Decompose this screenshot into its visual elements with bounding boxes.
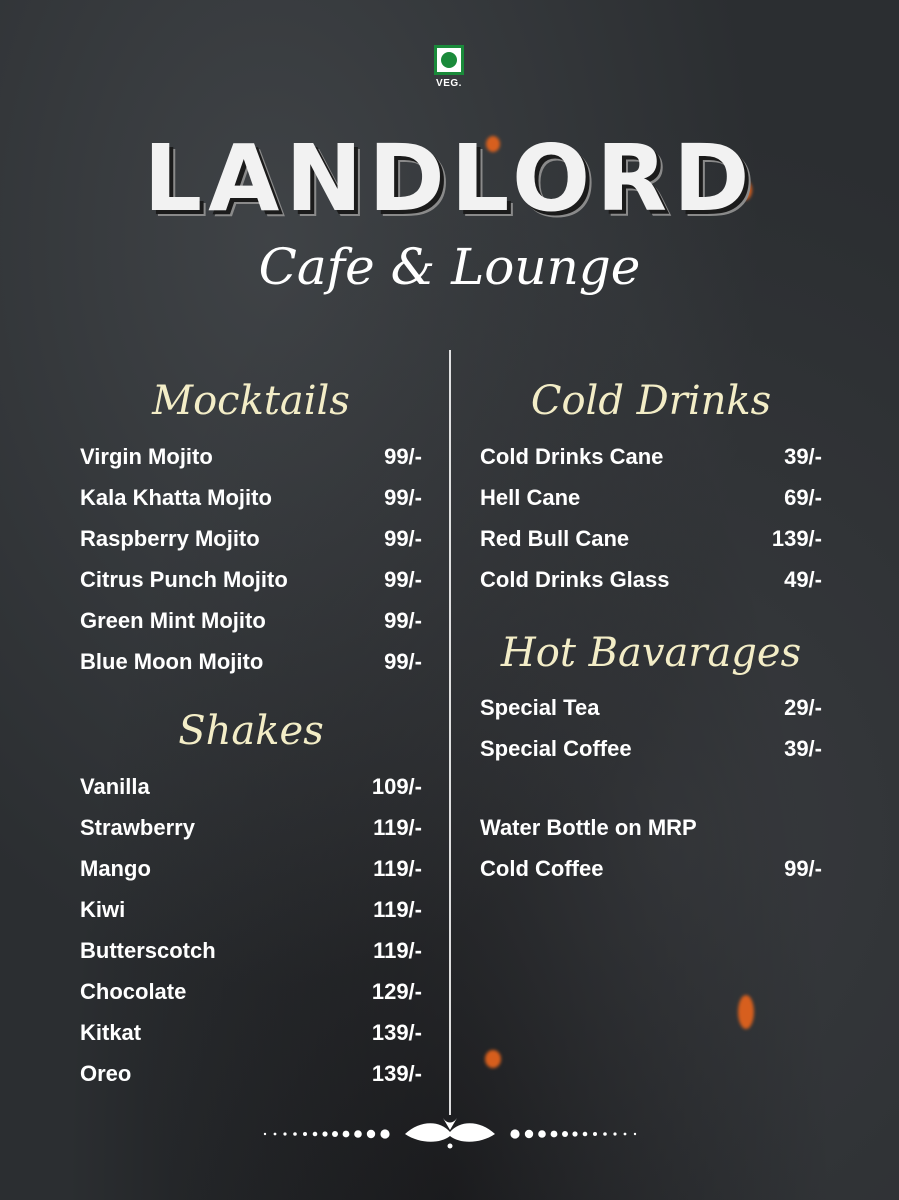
item-name: Hell Cane <box>480 485 581 510</box>
item-name: Green Mint Mojito <box>80 608 266 633</box>
menu-item <box>480 442 822 472</box>
item-price: 139/- <box>371 1020 422 1045</box>
item-price: 49/- <box>784 567 822 592</box>
item-name: Chocolate <box>80 979 187 1004</box>
item-name: Blue Moon Mojito <box>80 649 264 674</box>
item-price: 119/- <box>373 815 422 840</box>
ornament-flourish <box>255 1112 645 1152</box>
item-price: 99/- <box>384 485 422 510</box>
item-price: 29/- <box>784 695 822 720</box>
menu-item <box>80 524 422 554</box>
menu-item <box>480 854 822 884</box>
item-name: Special Tea <box>480 695 600 720</box>
section-title-hot-beverages: Hot Bavarages <box>500 630 802 676</box>
item-price: 109/- <box>371 774 422 799</box>
ember-glow <box>485 1050 501 1068</box>
item-price: 99/- <box>384 649 422 674</box>
menu-item <box>480 483 822 513</box>
menu-item <box>480 813 822 843</box>
item-name: Red Bull Cane <box>480 526 630 551</box>
item-name: Raspberry Mojito <box>80 526 260 551</box>
veg-icon <box>434 45 464 75</box>
menu-item <box>80 936 422 966</box>
item-name: Cold Coffee <box>480 856 604 881</box>
item-name: Water Bottle on MRP <box>480 815 697 840</box>
section-title-cold-drinks: Cold Drinks <box>530 378 772 424</box>
section-title-mocktails: Mocktails <box>152 378 350 424</box>
item-name: Strawberry <box>80 815 195 840</box>
menu-item <box>80 1059 422 1089</box>
item-name: Citrus Punch Mojito <box>80 567 288 592</box>
item-price: 119/- <box>373 938 422 963</box>
item-name: Kitkat <box>80 1020 142 1045</box>
menu-item <box>80 813 422 843</box>
item-name: Virgin Mojito <box>80 444 213 469</box>
menu-item <box>80 483 422 513</box>
item-name: Special Coffee <box>480 736 632 761</box>
menu-item <box>480 693 822 723</box>
item-price: 39/- <box>784 736 822 761</box>
item-price: 139/- <box>371 1061 422 1086</box>
menu-item <box>80 772 422 802</box>
item-price: 139/- <box>771 526 822 551</box>
item-price: 129/- <box>371 979 422 1004</box>
menu-item <box>480 565 822 595</box>
item-name: Butterscotch <box>80 938 216 963</box>
menu-item <box>80 977 422 1007</box>
item-price: 69/- <box>784 485 822 510</box>
menu-item <box>80 895 422 925</box>
item-price: 119/- <box>373 897 422 922</box>
veg-label: VEG. <box>436 78 462 89</box>
item-price: 39/- <box>784 444 822 469</box>
section-title-shakes: Shakes <box>178 708 324 754</box>
menu-item <box>80 647 422 677</box>
item-name: Cold Drinks Glass <box>480 567 670 592</box>
brand-subtitle: Cafe & Lounge <box>258 238 641 296</box>
item-price: 99/- <box>384 526 422 551</box>
veg-badge <box>430 45 468 89</box>
column-divider <box>449 350 451 1115</box>
item-price: 99/- <box>384 608 422 633</box>
menu-item <box>480 734 822 764</box>
menu-item <box>80 854 422 884</box>
menu-item <box>80 565 422 595</box>
menu-item <box>80 1018 422 1048</box>
item-price: 99/- <box>384 567 422 592</box>
item-price: 99/- <box>384 444 422 469</box>
item-name: Cold Drinks Cane <box>480 444 664 469</box>
brand-title: LANDLORD <box>143 125 756 232</box>
item-name: Mango <box>80 856 151 881</box>
menu-item <box>80 606 422 636</box>
item-price: 99/- <box>784 856 822 881</box>
item-name: Vanilla <box>80 774 150 799</box>
item-name: Kiwi <box>80 897 126 922</box>
item-price: 119/- <box>373 856 422 881</box>
ember-glow <box>738 995 754 1029</box>
menu-item <box>480 524 822 554</box>
item-name: Kala Khatta Mojito <box>80 485 272 510</box>
menu-item <box>80 442 422 472</box>
item-name: Oreo <box>80 1061 132 1086</box>
